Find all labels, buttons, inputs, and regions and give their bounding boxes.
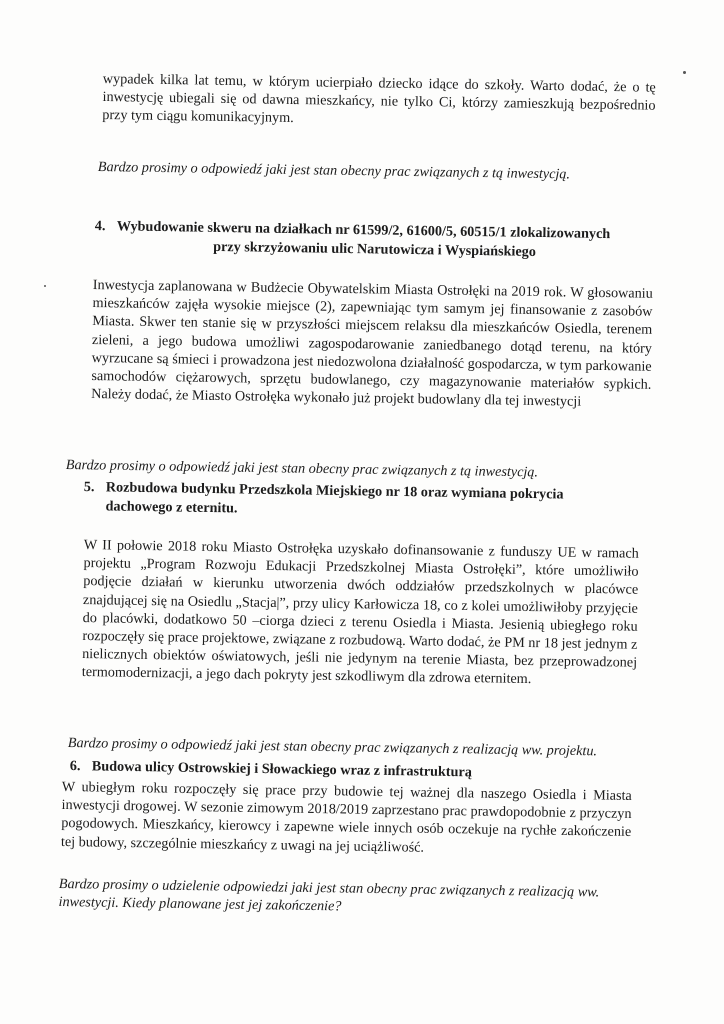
section-title-line1: Wybudowanie skweru na działkach nr 61599/2, 61600/5, 60515/1 zlokalizowanych: [116, 218, 611, 243]
section-title-line2: przy skrzyżowaniu ulic Narutowicza i Wyspiańskiego: [213, 238, 537, 260]
section-request-text: Bardzo prosimy o odpowiedź jaki jest stan obecny prac związanych z realizacją ww. projektu.: [67, 734, 598, 760]
section-paragraph-text: Inwestycja zaplanowana w Budżecie Obywatelskim Miasta Ostrołęki na 2019 rok. W głosowaniu mieszkańców zajęła wysokie miejsce (2), zapewniając tym samym jej finansowanie z zasobów Miasta. Skwer ten stanie się w przyszłości miejscem relaksu dla mieszkańców Osiedla, terenem zieleni, a jego budowa umożliwi zagospodarowanie zaniedbanego dotąd terenu, na który wyrzucane są śmieci i prowadzona jest niedozwolona działalność gospodarcza, w tym parkowanie samochodów ciężarowych, sprzętu budowlanego, czy magazynowanie materiałów sypkich. Należy dodać, że Miasto Ostrołęka wykonało już projekt budowlany dla tej inwestycji: [91, 276, 653, 410]
section-4-heading: [94, 217, 655, 263]
section-title-line1: Rozbudowa budynku Przedszkola Miejskiego nr 18 oraz wymiana pokrycia: [105, 479, 564, 503]
section-5-paragraph: [82, 536, 639, 690]
section-6-paragraph: [61, 778, 632, 860]
intro-request: [98, 158, 658, 185]
section-6-request: [58, 875, 624, 920]
section-number: 6.: [69, 757, 81, 775]
section-number: 5.: [83, 478, 95, 496]
section-5-heading: [83, 478, 644, 524]
section-4-paragraph: [91, 276, 653, 412]
intro-request-text: Bardzo prosimy o odpowiedź jaki jest stan obecny prac związanych z tą inwestycją.: [97, 158, 571, 183]
section-5-request: [68, 734, 633, 761]
intro-paragraph: [102, 70, 656, 133]
scan-speck: [44, 285, 46, 287]
section-request-text: Bardzo prosimy o odpowiedź jaki jest stan obecny prac związanych z tą inwestycją.: [65, 456, 539, 481]
section-title-line1: Budowa ulicy Ostrowskiej i Słowackiego wraz z infrastrukturą: [91, 758, 472, 781]
section-paragraph-text: W ubiegłym roku rozpoczęły się prace przy budowie tej ważnej dla naszego Osiedla i Miasta inwestycji drogowej. W sezonie zimowym 2018/2019 zaprzestano prac prawdopodobnie z przyczyn pogodowych. Mieszkańcy, kierowcy i zapewne wiele innych osób oczekuje na rychłe zakończenie tej budowy, szczególnie mieszkańcy z uwagi na jej uciążliwość.: [60, 778, 632, 856]
section-title-line2: dachowego z eternitu.: [105, 497, 238, 516]
intro-paragraph-text: wypadek kilka lat temu, w którym ucierpiało dziecko idące do szkoły. Warto dodać, że o tę inwestycję ubiegali się od dawna mieszkańcy, nie tylko Ci, którzy zamieszkują bezpośrednio przy tym ciągu komunikacyjnym.: [102, 70, 656, 127]
scan-speck: [683, 71, 686, 74]
section-paragraph-text: W II połowie 2018 roku Miasto Ostrołęka uzyskało dofinansowanie z funduszy UE w ramach projektu „Program Rozwoju Edukacji Przedszkolnej Miasta Ostrołęki”, które umożliwiło podjęcie działań w kierunku utworzenia dwóch oddziałów przedszkolnych w placówce znajdującej się na Osiedlu „Stacja|”, przy ulicy Karłowicza 18, co z kolei umożliwiłoby przyjęcie do placówki, dodatkowo 50 –ciorga dzieci z terenu Osiedla i Miasta. Jesienią ubiegłego roku rozpoczęły się prace projektowe, związane z rozbudową. Warto dodać, że PM nr 18 jest jednym z nielicznych obiektów oświatowych, jeśli nie jedynym na terenie Miasta, bez przeprowadzonej termomodernizacji, a jego dach pokryty jest szkodliwym dla zdrowa eternitem.: [81, 536, 639, 688]
section-number: 4.: [94, 217, 106, 235]
section-request-text: Bardzo prosimy o udzielenie odpowiedzi jaki jest stan obecny prac związanych z realizacją ww. inwestycji. Kiedy planowane jest jej zakończenie?: [58, 875, 600, 915]
